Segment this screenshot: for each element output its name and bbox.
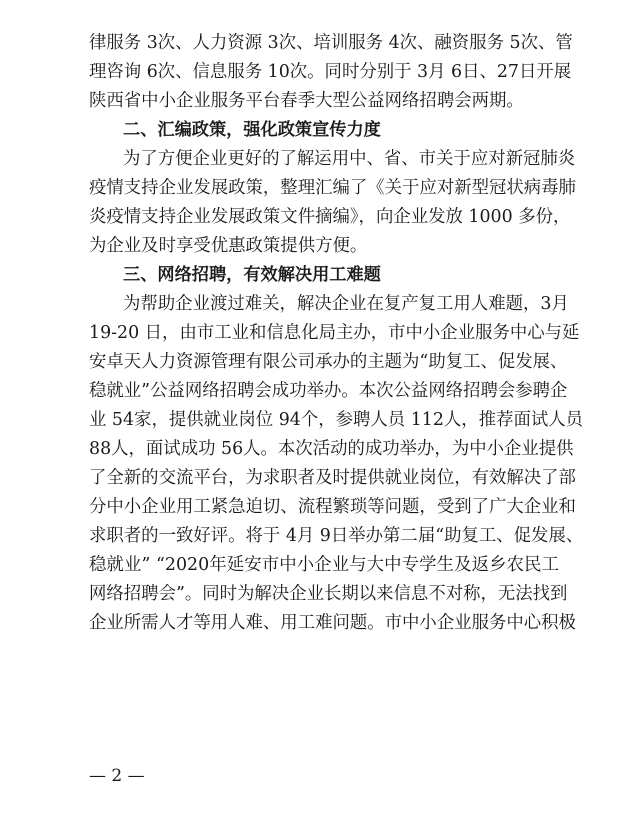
body-text-line: 88人，面试成功 56人。本次活动的成功举办，为中小企业提供 bbox=[89, 439, 574, 459]
body-text-line: 理咨询 6次、信息服务 10次。同时分别于 3月 6日、27日开展 bbox=[89, 62, 572, 82]
body-text-line: 业 54家，提供就业岗位 94个，参聘人员 112人，推荐面试人员 bbox=[89, 410, 584, 430]
body-text-line: 陕西省中小企业服务平台春季大型公益网络招聘会两期。 bbox=[89, 91, 524, 111]
body-text-line: 为帮助企业渡过难关，解决企业在复产复工用人难题，3月 bbox=[123, 294, 569, 314]
body-text-line: 稳就业” “2020年延安市中小企业与大中专学生及返乡农民工 bbox=[89, 555, 559, 575]
body-text-line: 企业所需人才等用人难、用工难问题。市中小企业服务中心积极 bbox=[89, 613, 576, 633]
body-text-line: 网络招聘会”。同时为解决企业长期以来信息不对称，无法找到 bbox=[89, 584, 568, 604]
section-heading-recruitment: 三、网络招聘，有效解决用工难题 bbox=[123, 265, 381, 285]
body-text-line: 19-20 日，由市工业和信息化局主办，市中小企业服务中心与延 bbox=[89, 323, 580, 343]
body-text-line: 求职者的一致好评。将于 4月 9日举办第二届“助复工、促发展、 bbox=[89, 526, 584, 546]
body-text-line: 为企业及时享受优惠政策提供方便。 bbox=[89, 236, 368, 256]
body-text-line: 为了方便企业更好的了解运用中、省、市关于应对新冠肺炎 bbox=[123, 149, 576, 169]
body-text-line: 炎疫情支持企业发展政策文件摘编》，向企业发放 1000 多份， bbox=[89, 207, 571, 227]
section-heading-policy: 二、汇编政策，强化政策宣传力度 bbox=[123, 120, 381, 140]
body-text-line: 安卓天人力资源管理有限公司承办的主题为“助复工、促发展、 bbox=[89, 352, 568, 372]
body-text-line: 了全新的交流平台，为求职者及时提供就业岗位，有效解决了部 bbox=[89, 468, 576, 488]
body-text-line: 分中小企业用工紧急迫切、流程繁琐等问题，受到了广大企业和 bbox=[89, 497, 576, 517]
body-text-line: 律服务 3次、人力资源 3次、培训服务 4次、融资服务 5次、管 bbox=[89, 33, 573, 53]
body-text-line: 疫情支持企业发展政策，整理汇编了《关于应对新型冠状病毒肺 bbox=[89, 178, 576, 198]
page-number: — 2 — bbox=[89, 766, 145, 786]
body-text-line: 稳就业”公益网络招聘会成功举办。本次公益网络招聘会参聘企 bbox=[89, 381, 568, 401]
